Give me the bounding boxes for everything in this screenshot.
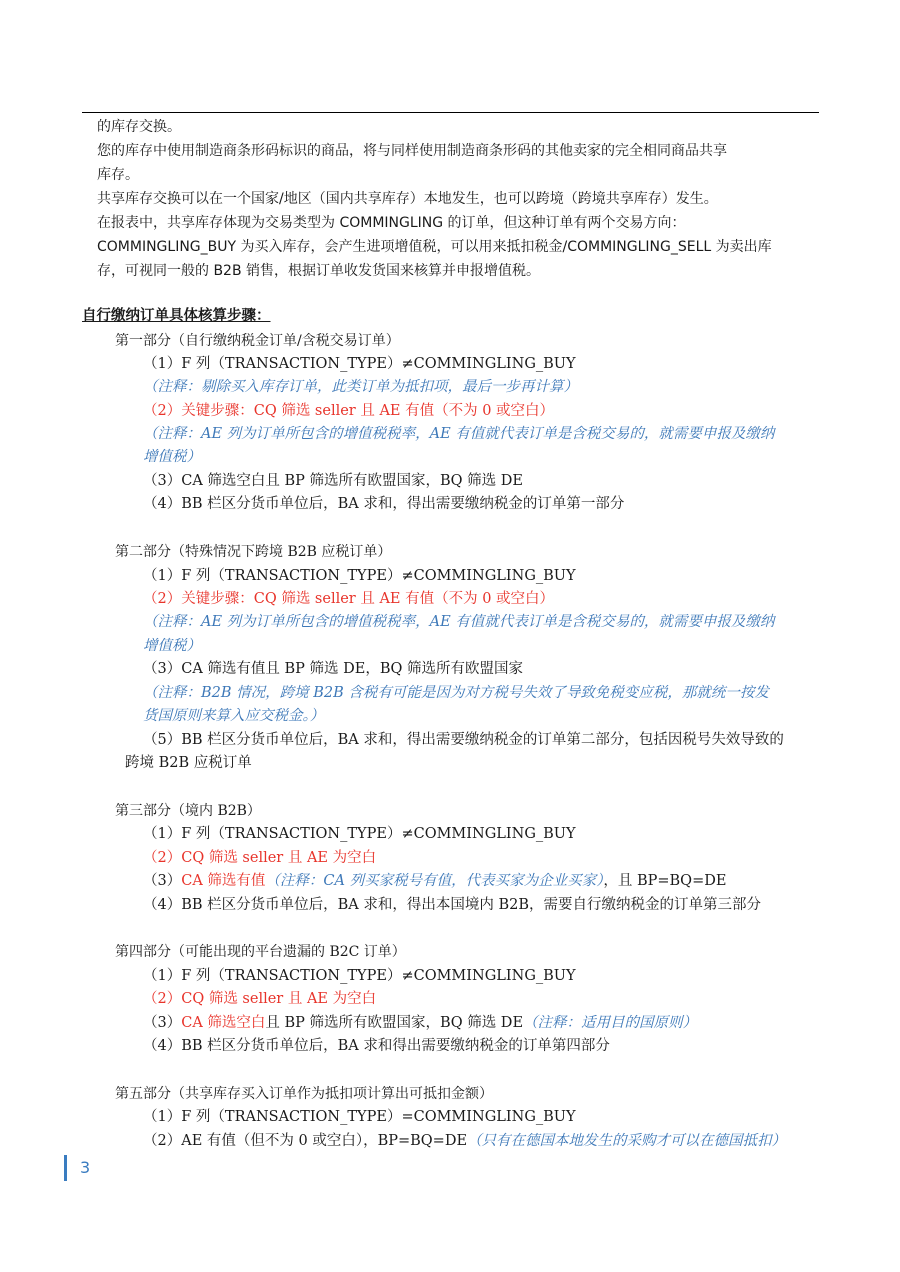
part2-step5: （5）BB 栏区分货币单位后，BA 求和，得出需要缴纳税金的订单第二部分，包括因税号失效导致的 [143,732,784,748]
part2-step3: （3）CA 筛选有值且 BP 筛选 DE，BQ 筛选所有欧盟国家 [143,661,524,677]
part2-step2: （2）关键步骤：CQ 筛选 seller 且 AE 有值（不为 0 或空白） [143,591,555,607]
part3-step3-note: （注释：CA 列买家税号有值，代表买家为企业买家） [265,873,604,889]
intro-line: 的库存交换。 [97,119,181,135]
part1-note2: （注释：AE 列为订单所包含的增值税税率，AE 有值就代表订单是含税交易的，就需要申报及缴纳 [143,426,775,442]
part5-step1: （1）F 列（TRANSACTION_TYPE）=COMMINGLING_BUY [143,1109,576,1125]
header-rule [82,112,819,113]
part2-note3: （注释：B2B 情况，跨境 B2B 含税有可能是因为对方税号失效了导致免税变应税，那就统一按发 [143,685,769,701]
part1-note2-cont: 增值税） [143,449,201,465]
part4-step3-prefix: （3） [143,1015,182,1031]
intro-line: 存，可视同一般的 B2B 销售，根据订单收发货国来核算并申报增值税。 [97,263,541,279]
part3-step2: （2）CQ 筛选 seller 且 AE 为空白 [143,850,377,866]
intro-line: 库存。 [97,167,139,183]
part3-step3 [143,871,726,891]
part2-title: 第二部分（特殊情况下跨境 B2B 应税订单） [115,544,392,560]
part3-step4: （4）BB 栏区分货币单位后，BA 求和，得出本国境内 B2B，需要自行缴纳税金的订单第三部分 [143,897,762,913]
part3-step1: （1）F 列（TRANSACTION_TYPE）≠COMMINGLING_BUY [143,826,576,842]
page-number: 3 [80,1158,91,1177]
page-number-bar [64,1155,67,1181]
part1-title: 第一部分（自行缴纳税金订单/含税交易订单） [115,333,400,349]
part1-step4: （4）BB 栏区分货币单位后，BA 求和，得出需要缴纳税金的订单第一部分 [143,496,625,512]
intro-line: COMMINGLING_BUY 为买入库存，会产生进项增值税，可以用来抵扣税金/COMMINGLING_SELL 为卖出库 [97,239,772,255]
part4-step3-note: （注释：适用目的国原则） [523,1015,698,1031]
part1-step3: （3）CA 筛选空白且 BP 筛选所有欧盟国家，BQ 筛选 DE [143,473,524,489]
part2-step1: （1）F 列（TRANSACTION_TYPE）≠COMMINGLING_BUY [143,568,576,584]
part1-note1: （注释：剔除买入库存订单，此类订单为抵扣项，最后一步再计算） [143,379,578,395]
part3-step3-prefix: （3） [143,873,182,889]
part2-note2: （注释：AE 列为订单所包含的增值税税率，AE 有值就代表订单是含税交易的，就需要申报及缴纳 [143,614,775,630]
part4-step3-key: CA 筛选空白 [181,1015,266,1031]
part4-step4: （4）BB 栏区分货币单位后，BA 求和得出需要缴纳税金的订单第四部分 [143,1038,610,1054]
part4-step3 [143,1013,697,1033]
part5-step2-note: （只有在德国本地发生的采购才可以在德国抵扣） [467,1133,787,1149]
part2-step5-cont: 跨境 B2B 应税订单 [125,755,252,771]
part2-note2-cont: 增值税） [143,638,201,654]
part3-title: 第三部分（境内 B2B） [115,803,261,819]
part4-step1: （1）F 列（TRANSACTION_TYPE）≠COMMINGLING_BUY [143,968,576,984]
part5-title: 第五部分（共享库存买入订单作为抵扣项计算出可抵扣金额） [115,1086,493,1102]
part3-step3-key: CA 筛选有值 [181,873,266,889]
part2-note3-cont: 货国原则来算入应交税金。） [143,708,325,724]
part1-step1: （1）F 列（TRANSACTION_TYPE）≠COMMINGLING_BUY [143,356,576,372]
part4-title: 第四部分（可能出现的平台遗漏的 B2C 订单） [115,944,406,960]
part4-step2: （2）CQ 筛选 seller 且 AE 为空白 [143,991,377,1007]
intro-line: 在报表中，共享库存体现为交易类型为 COMMINGLING 的订单，但这种订单有两个交易方向： [97,215,686,231]
part5-step2-text: （2）AE 有值（但不为 0 或空白），BP=BQ=DE [143,1133,468,1149]
intro-line: 共享库存交换可以在一个国家/地区（国内共享库存）本地发生，也可以跨境（跨境共享库存）发生。 [97,191,718,207]
part3-step3-suffix: ，且 BP=BQ=DE [603,873,727,889]
part1-step2: （2）关键步骤：CQ 筛选 seller 且 AE 有值（不为 0 或空白） [143,403,555,419]
intro-line: 您的库存中使用制造商条形码标识的商品，将与同样使用制造商条形码的其他卖家的完全相同商品共享 [97,143,727,159]
section-heading: 自行缴纳订单具体核算步骤： [82,308,271,324]
part4-step3-mid: 且 BP 筛选所有欧盟国家，BQ 筛选 DE [265,1015,524,1031]
part5-step2 [143,1131,786,1151]
